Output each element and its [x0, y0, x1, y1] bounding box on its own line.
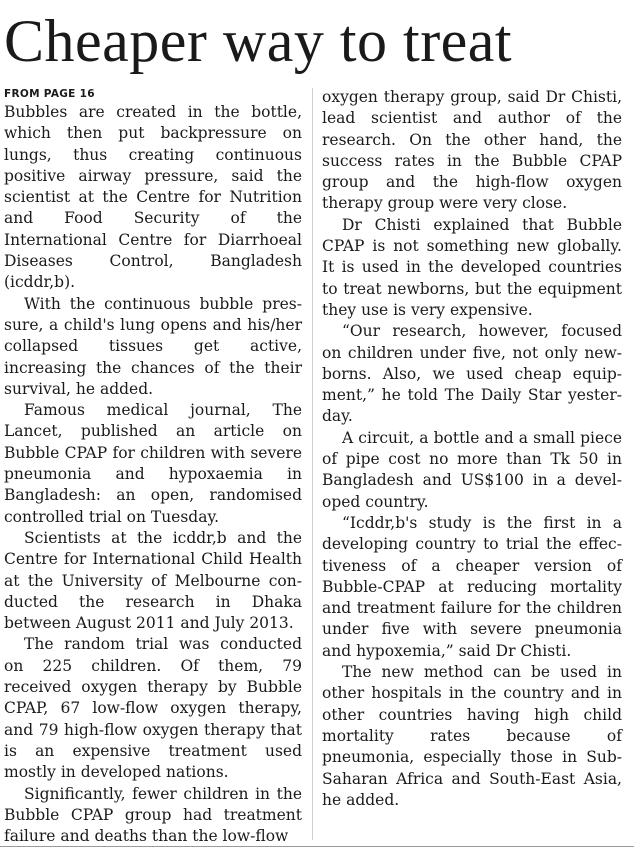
column-divider	[312, 88, 313, 840]
body-paragraph: A circuit, a bottle and a small piece of pipe cost no more than Tk 50 in Bangladesh and US$100 in a developed country.	[322, 428, 622, 511]
body-paragraph: Dr Chisti explained that Bubble CPAP is not something new globally. It is used in the developed countries to treat newborns, but the equipment they use is very expensive.	[322, 215, 622, 319]
bottom-rule	[0, 846, 634, 847]
article-column-left	[4, 86, 302, 847]
continued-from-kicker: FROM PAGE 16	[4, 88, 95, 100]
body-paragraph: “Icddr,b's study is the first in a developing country to trial the effectiveness of a cheaper version of Bubble-CPAP at reducing mortality and treatment failure for the children under five with severe pneumonia and hypoxemia,” said Dr Chisti.	[322, 513, 622, 660]
body-paragraph: Bubbles are created in the bottle, which then put backpressure on lungs, thus creating continuous positive airway pressure, said the scientist at the Centre for Nutrition and Food Security of the International Centre for Diarrhoeal Diseases Control, Bangladesh (icddr,b).	[4, 103, 302, 292]
body-paragraph: “Our research, however, focused on children under five, not only newborns. Also, we used cheap equipment,” he told The Daily Star yesterday.	[322, 322, 622, 426]
article-column-right	[322, 87, 622, 811]
body-paragraph: Scientists at the icddr,b and the Centre for International Child Health at the University of Melbourne conducted the research in Dhaka between August 2011 and July 2013.	[4, 528, 302, 633]
body-paragraph: oxygen therapy group, said Dr Chisti, lead scientist and author of the research. On the other hand, the success rates in the Bubble CPAP group and the high-flow oxygen therapy group were very close.	[322, 88, 622, 213]
article-headline: Cheaper way to treat	[4, 8, 513, 74]
body-paragraph: With the continuous bubble pressure, a child's lung opens and his/her collapsed tissues get active, increasing the chances of the their survival, he added.	[4, 294, 302, 398]
body-paragraph: Significantly, fewer children in the Bubble CPAP group had treatment failure and deaths than the low-flow	[4, 784, 302, 846]
body-paragraph: The new method can be used in other hospitals in the country and in other countries having high child mortality rates because of pneumonia, especially those in Sub-Saharan Africa and South-East Asia, he added.	[322, 663, 622, 809]
body-paragraph: The random trial was conducted on 225 children. Of them, 79 received oxygen therapy by Bubble CPAP, 67 low-flow oxygen therapy, and 79 high-flow oxygen therapy that is an expensive treatment used mostly in developed nations.	[4, 635, 302, 782]
body-paragraph: Famous medical journal, The Lancet, published an article on Bubble CPAP for children with severe pneumonia and hypoxaemia in Bangladesh: an open, randomised controlled trial on Tuesday.	[4, 401, 302, 526]
